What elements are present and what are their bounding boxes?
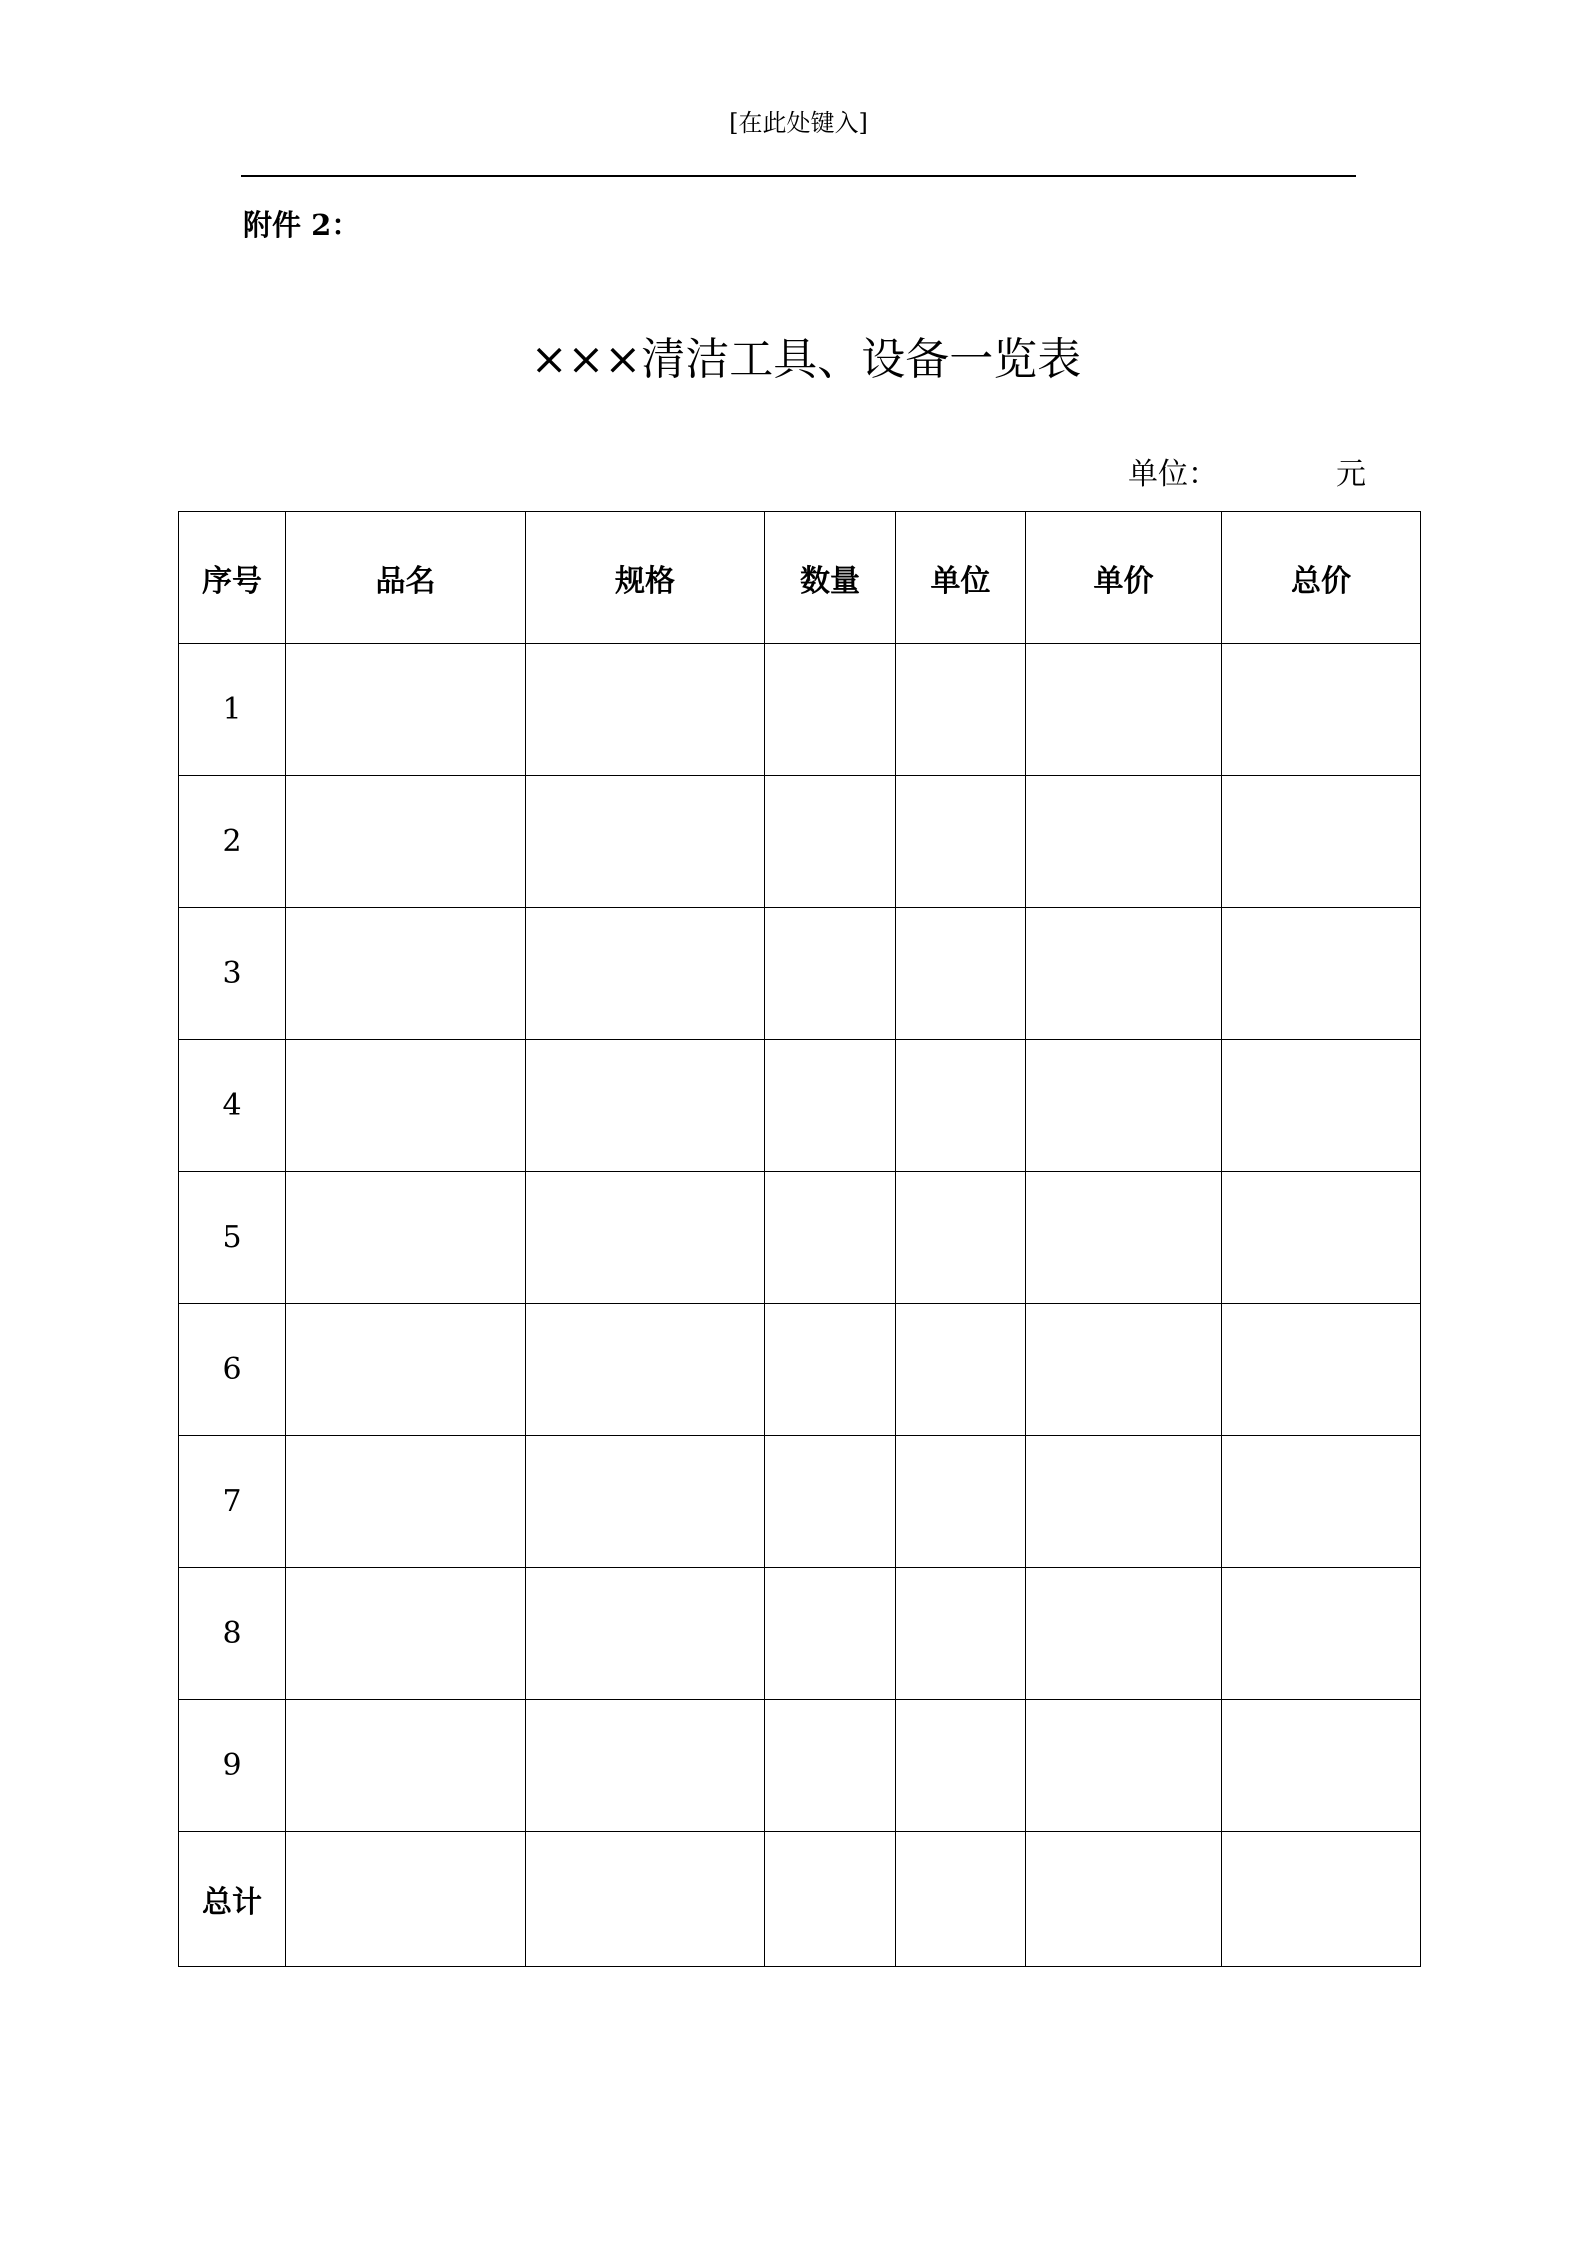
unit-label: 单位： bbox=[1128, 457, 1218, 492]
table-row bbox=[179, 644, 1421, 776]
row-index: 1 bbox=[179, 644, 286, 776]
table-row bbox=[179, 1304, 1421, 1436]
document-title: ×××清洁工具、设备一览表 bbox=[530, 334, 1082, 385]
cell-name[interactable] bbox=[286, 644, 526, 776]
cell-total-price[interactable] bbox=[1222, 1040, 1421, 1172]
column-header-index: 序号 bbox=[179, 512, 286, 644]
column-header-spec: 规格 bbox=[526, 512, 765, 644]
cell-name[interactable] bbox=[286, 776, 526, 908]
table-row bbox=[179, 1436, 1421, 1568]
header-divider bbox=[241, 175, 1356, 177]
row-index: 3 bbox=[179, 908, 286, 1040]
cell-name[interactable] bbox=[286, 1436, 526, 1568]
cell-quantity[interactable] bbox=[765, 908, 896, 1040]
cell-quantity[interactable] bbox=[765, 1304, 896, 1436]
cell-quantity[interactable] bbox=[765, 1040, 896, 1172]
cell-name[interactable] bbox=[286, 1700, 526, 1832]
cell-spec[interactable] bbox=[526, 908, 765, 1040]
total-cell-name[interactable] bbox=[286, 1832, 526, 1967]
cell-unit-price[interactable] bbox=[1026, 1040, 1222, 1172]
cell-unit-price[interactable] bbox=[1026, 644, 1222, 776]
cell-unit-price[interactable] bbox=[1026, 1700, 1222, 1832]
cell-spec[interactable] bbox=[526, 1172, 765, 1304]
cell-total-price[interactable] bbox=[1222, 1172, 1421, 1304]
cell-spec[interactable] bbox=[526, 1040, 765, 1172]
cell-spec[interactable] bbox=[526, 1568, 765, 1700]
cell-total-price[interactable] bbox=[1222, 1568, 1421, 1700]
cell-unit[interactable] bbox=[896, 776, 1026, 908]
cell-unit-price[interactable] bbox=[1026, 1304, 1222, 1436]
column-header-unit: 单位 bbox=[896, 512, 1026, 644]
cell-unit-price[interactable] bbox=[1026, 908, 1222, 1040]
cell-quantity[interactable] bbox=[765, 1172, 896, 1304]
total-cell-spec[interactable] bbox=[526, 1832, 765, 1967]
row-index: 4 bbox=[179, 1040, 286, 1172]
table-row bbox=[179, 776, 1421, 908]
cell-unit-price[interactable] bbox=[1026, 776, 1222, 908]
column-header-name: 品名 bbox=[286, 512, 526, 644]
column-header-total-price: 总价 bbox=[1222, 512, 1421, 644]
cell-unit[interactable] bbox=[896, 1304, 1026, 1436]
cell-unit[interactable] bbox=[896, 1040, 1026, 1172]
table-row bbox=[179, 1040, 1421, 1172]
total-cell-quantity[interactable] bbox=[765, 1832, 896, 1967]
cell-name[interactable] bbox=[286, 908, 526, 1040]
cell-unit-price[interactable] bbox=[1026, 1172, 1222, 1304]
table-row bbox=[179, 1700, 1421, 1832]
cell-quantity[interactable] bbox=[765, 1436, 896, 1568]
cell-total-price[interactable] bbox=[1222, 1700, 1421, 1832]
row-index: 6 bbox=[179, 1304, 286, 1436]
total-label: 总计 bbox=[179, 1832, 286, 1967]
total-row bbox=[179, 1832, 1421, 1967]
cell-name[interactable] bbox=[286, 1172, 526, 1304]
cell-spec[interactable] bbox=[526, 1436, 765, 1568]
cell-unit[interactable] bbox=[896, 644, 1026, 776]
row-index: 7 bbox=[179, 1436, 286, 1568]
cell-name[interactable] bbox=[286, 1304, 526, 1436]
table-row bbox=[179, 1568, 1421, 1700]
row-index: 2 bbox=[179, 776, 286, 908]
cell-quantity[interactable] bbox=[765, 1700, 896, 1832]
cell-name[interactable] bbox=[286, 1040, 526, 1172]
cell-quantity[interactable] bbox=[765, 776, 896, 908]
row-index: 9 bbox=[179, 1700, 286, 1832]
column-header-unit-price: 单价 bbox=[1026, 512, 1222, 644]
cell-quantity[interactable] bbox=[765, 1568, 896, 1700]
row-index: 8 bbox=[179, 1568, 286, 1700]
unit-line bbox=[1128, 455, 1366, 495]
cell-unit[interactable] bbox=[896, 1436, 1026, 1568]
cell-spec[interactable] bbox=[526, 1304, 765, 1436]
cell-quantity[interactable] bbox=[765, 644, 896, 776]
table-row bbox=[179, 1172, 1421, 1304]
cell-spec[interactable] bbox=[526, 1700, 765, 1832]
attachment-label: 附件 2： bbox=[243, 208, 361, 242]
total-cell-total-price[interactable] bbox=[1222, 1832, 1421, 1967]
cell-total-price[interactable] bbox=[1222, 1304, 1421, 1436]
cell-unit-price[interactable] bbox=[1026, 1568, 1222, 1700]
row-index: 5 bbox=[179, 1172, 286, 1304]
cell-unit[interactable] bbox=[896, 908, 1026, 1040]
total-cell-unit-price[interactable] bbox=[1026, 1832, 1222, 1967]
cell-unit-price[interactable] bbox=[1026, 1436, 1222, 1568]
table-row bbox=[179, 908, 1421, 1040]
total-cell-unit[interactable] bbox=[896, 1832, 1026, 1967]
cell-total-price[interactable] bbox=[1222, 1436, 1421, 1568]
cell-total-price[interactable] bbox=[1222, 776, 1421, 908]
cell-spec[interactable] bbox=[526, 776, 765, 908]
cell-total-price[interactable] bbox=[1222, 908, 1421, 1040]
equipment-table bbox=[178, 511, 1421, 1967]
column-header-quantity: 数量 bbox=[765, 512, 896, 644]
page-header: [在此处键入] bbox=[729, 109, 868, 137]
cell-unit[interactable] bbox=[896, 1172, 1026, 1304]
cell-unit[interactable] bbox=[896, 1700, 1026, 1832]
unit-value: 元 bbox=[1336, 457, 1366, 492]
cell-unit[interactable] bbox=[896, 1568, 1026, 1700]
cell-total-price[interactable] bbox=[1222, 644, 1421, 776]
table-header-row bbox=[179, 512, 1421, 644]
cell-name[interactable] bbox=[286, 1568, 526, 1700]
cell-spec[interactable] bbox=[526, 644, 765, 776]
